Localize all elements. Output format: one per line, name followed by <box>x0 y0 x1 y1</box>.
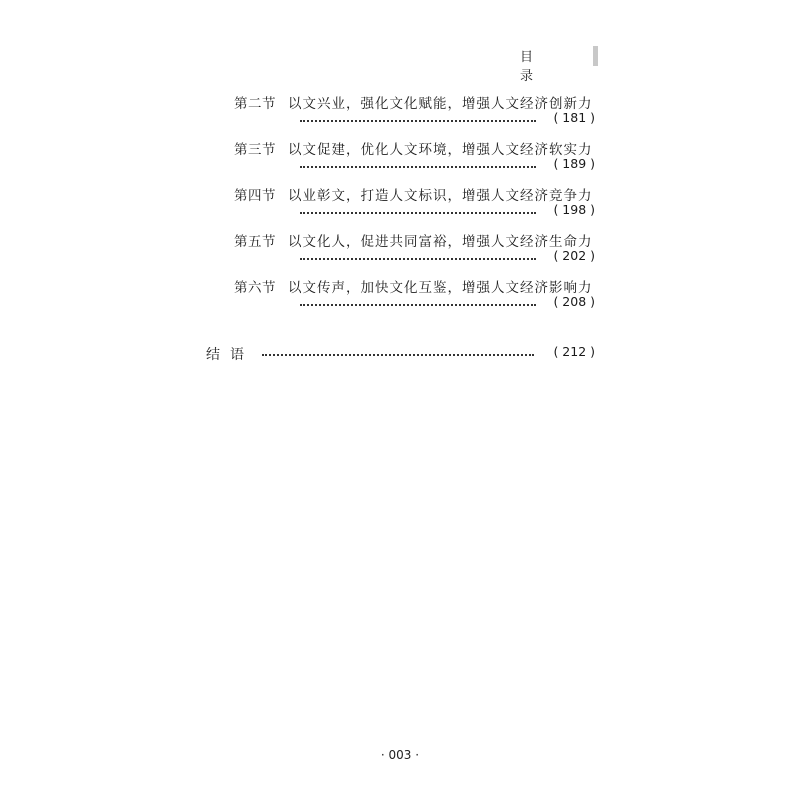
entry-title: 以文传声，加快文化互鉴，增强人文经济影响力 <box>288 280 593 296</box>
dot-leader <box>262 352 534 356</box>
entry-title: 以文促建，优化人文环境，增强人文经济软实力 <box>288 142 593 158</box>
dot-leader <box>300 256 536 260</box>
entry-label: 第五节 <box>234 234 276 250</box>
toc-entry[interactable] <box>0 230 800 276</box>
entry-label: 第三节 <box>234 142 276 158</box>
entry-title: 以文兴业，强化文化赋能，增强人文经济创新力 <box>288 96 593 112</box>
entry-label: 第四节 <box>234 188 276 204</box>
header-title: 目 录 <box>520 50 546 84</box>
dot-leader <box>300 210 536 214</box>
entry-title: 以文化人，促进共同富裕，增强人文经济生命力 <box>288 234 593 250</box>
toc-entry[interactable] <box>0 138 800 184</box>
entry-page: ( 198 ) <box>553 202 595 217</box>
toc-entry[interactable] <box>0 276 800 322</box>
entry-page: ( 208 ) <box>553 294 595 309</box>
toc-conclusion[interactable] <box>0 344 800 364</box>
toc-entry[interactable] <box>0 92 800 138</box>
dot-leader <box>300 164 536 168</box>
header-bar <box>593 46 598 66</box>
entry-page: ( 181 ) <box>553 110 595 125</box>
entry-label: 第二节 <box>234 96 276 112</box>
running-header <box>520 46 600 84</box>
dot-leader <box>300 118 536 122</box>
entry-title: 以业彰文，打造人文标识，增强人文经济竞争力 <box>288 188 593 204</box>
dot-leader <box>300 302 536 306</box>
conclusion-label: 结语 <box>206 347 254 363</box>
entry-page: ( 202 ) <box>553 248 595 263</box>
toc-entry[interactable] <box>0 184 800 230</box>
entry-page: ( 189 ) <box>553 156 595 171</box>
conclusion-page: ( 212 ) <box>553 344 595 359</box>
entry-label: 第六节 <box>234 280 276 296</box>
page-number: · 003 · <box>380 748 420 762</box>
